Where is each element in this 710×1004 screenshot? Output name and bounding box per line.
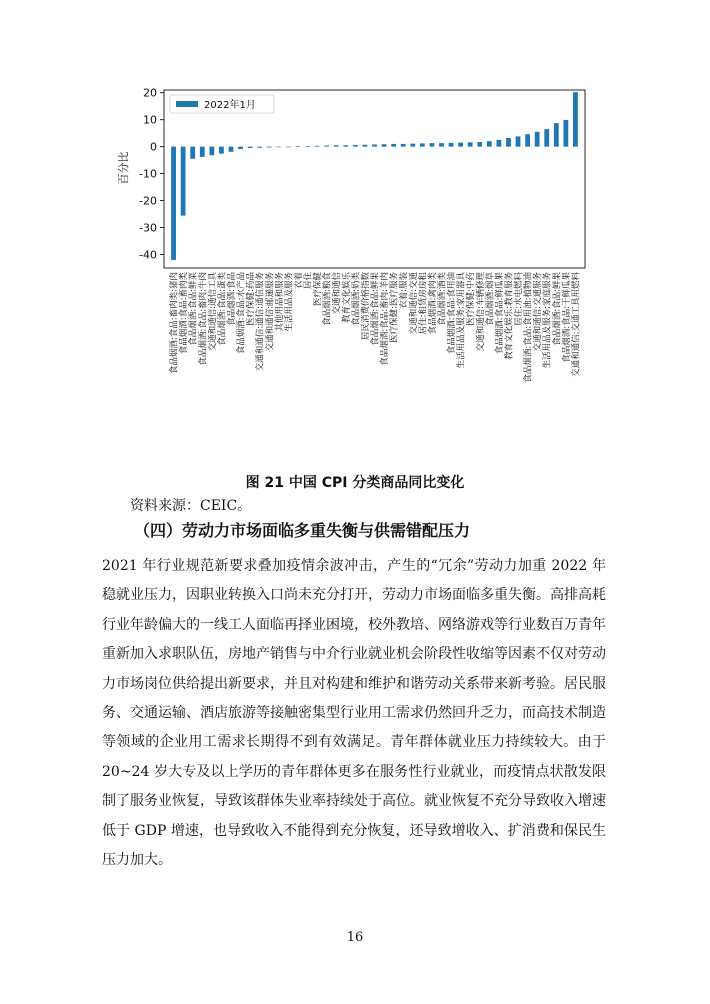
y-tick-label: 10 <box>143 113 157 127</box>
bar <box>372 144 377 146</box>
x-tick-label: 食品烟酒:食品:畜肉:牛肉 <box>198 272 209 366</box>
bars-group <box>171 92 578 260</box>
x-tick-label: 交通和通信:通信:通信服务 <box>255 272 266 372</box>
x-tick-label: 食品烟酒:烟草 <box>485 272 496 326</box>
y-tick-label: -10 <box>139 167 157 181</box>
section-heading: （四）劳动力市场面临多重失衡与供需错配压力 <box>134 521 471 540</box>
y-tick-label: -20 <box>139 194 157 208</box>
x-tick-label: 食品烟酒:酒类 <box>437 272 448 326</box>
plot-frame <box>164 90 585 268</box>
x-tick-label: 生活用品及服务 <box>284 272 295 332</box>
x-tick-label: 交通和通信:车辆修理 <box>475 272 486 352</box>
x-tick-label: 医疗保健 <box>313 272 324 307</box>
x-tick-label: 食品烟酒:食品:畜肉类:猪肉 <box>169 272 180 375</box>
page-number: 16 <box>346 930 364 945</box>
bar <box>171 147 176 260</box>
bar <box>200 147 205 157</box>
y-tick-label: 20 <box>143 86 157 100</box>
x-tick-label: 食品烟酒:食品:鲜菜 <box>188 272 199 346</box>
x-tick-label: 食品烟酒:食品:鲜瓜果 <box>494 272 505 355</box>
bar <box>554 123 559 146</box>
figure-source: 资料来源：CEIC。 <box>130 498 252 514</box>
bar <box>257 147 262 148</box>
bar <box>487 141 492 146</box>
x-tick-label: 食品烟酒:食品:食用油:植物油 <box>523 272 534 383</box>
x-tick-label: 医疗保健:医疗服务 <box>389 272 400 343</box>
bar <box>563 120 568 147</box>
bar <box>286 147 291 148</box>
bar <box>363 145 368 147</box>
bar <box>324 146 329 147</box>
x-tick-label: 食品烟酒:食品:畜肉:羊肉 <box>380 272 391 366</box>
bar <box>219 147 224 154</box>
x-tick-label: 交通和通信:通信工具 <box>207 272 218 352</box>
x-tick-label: 居住:水电燃料 <box>514 272 525 326</box>
bar <box>305 146 310 147</box>
x-tick-label: 食品烟酒:食品:蛋类 <box>217 272 228 346</box>
x-tick-label: 其他用品和服务 <box>274 272 285 332</box>
bar <box>468 142 473 146</box>
legend-swatch <box>176 101 198 107</box>
bar <box>477 142 482 147</box>
bar <box>401 144 406 147</box>
bar <box>535 132 540 147</box>
x-tick-label: 食品烟酒:食品:鲜果 <box>370 272 381 346</box>
bar <box>516 136 521 146</box>
bar <box>506 138 511 147</box>
bar <box>238 147 243 149</box>
x-tick-label: 食品烟酒:食品:干鲜瓜果 <box>561 272 572 363</box>
bar <box>430 143 435 147</box>
bar <box>229 147 234 152</box>
y-tick-label: -40 <box>139 248 157 262</box>
body-paragraph: 2021 年行业规范新要求叠加疫情余波冲击，产生的“冗余”劳动力加重 2022 年稳就业压力，因职业转换入口尚未充分打开，劳动力市场面临多重失衡。高排高耗行业年龄偏大的一线工人面临再择业困境，校外教培、网络游戏等行业数百万青年重新加入求职队伍，房地产销售与中介行业就业机会阶段性收缩等因素不仅对劳动力市场岗位供给提出新要求，并且对构建和维护和谐劳动关系带来新考验。居民服务、交通运输、酒店旅游等接触密集型行业用工需求仍然回升乏力，而高技术制造等领域的企业用工需求长期得不到有效满足。青年群体就业压力持续较大。由于 20~24 岁大专及以上学历的青年群体更多在服务性行业就业，而疫情点状散发限制了服务业恢复，导致该群体失业率持续处于高位。就业恢复不充分导致收入增速低于 GDP 增速，也导致收入不能得到充分恢复，还导致增收入、扩消费和保民生压力加大。 <box>102 558 606 869</box>
x-tick-label: 居民消费价格指数 <box>360 272 371 341</box>
x-tick-label: 医疗保健:药品 <box>246 272 257 326</box>
bar <box>276 147 281 148</box>
bar <box>353 145 358 147</box>
x-tick-label: 食品烟酒:粮食 <box>322 272 333 326</box>
bar <box>181 147 186 216</box>
x-tick-label: 教育文化娱乐:教育服务 <box>504 272 515 360</box>
bar <box>267 147 272 148</box>
bar <box>248 147 253 148</box>
bar <box>420 143 425 146</box>
bar <box>573 92 578 146</box>
x-tick-label: 食品烟酒:禽肉类 <box>427 272 438 335</box>
legend-label: 2022年1月 <box>204 100 256 111</box>
x-tick-label: 生活用品及服务:家用器具 <box>456 272 467 369</box>
bar <box>190 147 195 159</box>
x-tick-label: 居住:租赁房房租 <box>418 272 429 335</box>
y-tick-label: 0 <box>150 140 157 154</box>
x-tick-label: 食品烟酒:奶类 <box>351 272 362 326</box>
x-tick-label: 生活用品及服务:家庭服务 <box>542 272 553 369</box>
x-tick-label: 食品烟酒:食品:鲜果 <box>552 271 563 346</box>
x-tick-label: 食品烟酒:食品:水产品 <box>236 272 247 355</box>
legend <box>170 95 274 113</box>
x-tick-label: 衣着:服装 <box>399 272 410 309</box>
bar <box>449 143 454 147</box>
bar <box>439 143 444 147</box>
x-tick-label: 交通和通信:邮递服务 <box>265 272 276 352</box>
cpi-bar-chart <box>112 80 602 470</box>
x-tick-label: 食品烟酒:食品 <box>226 272 237 326</box>
x-tick-label: 教育文化娱乐 <box>341 272 352 324</box>
bar <box>382 144 387 146</box>
y-tick-label: -30 <box>139 221 157 235</box>
x-tick-label: 食品烟酒:食品:食用油 <box>447 272 458 355</box>
x-tick-label: 交通和通信:交通服务 <box>533 272 544 352</box>
bar <box>544 129 549 147</box>
bar <box>343 145 348 146</box>
x-axis-tick-labels <box>169 272 582 383</box>
bar <box>334 145 339 146</box>
bar <box>296 146 301 147</box>
x-tick-label: 食品烟酒:食品:畜肉类 <box>179 272 190 355</box>
x-tick-label: 交通和通信 <box>332 272 343 315</box>
y-axis-ticks <box>139 87 164 262</box>
bar <box>315 146 320 147</box>
x-tick-label: 交通和通信:交通工具用燃料 <box>571 272 582 377</box>
bar <box>496 140 501 147</box>
y-axis-label: 百分比 <box>117 151 130 185</box>
bar <box>525 134 530 146</box>
x-tick-label: 居住 <box>303 272 314 290</box>
bar <box>391 144 396 147</box>
x-tick-label: 医疗保健:中药 <box>466 272 477 326</box>
x-tick-label: 交通和通信:交通 <box>408 272 419 335</box>
bar <box>410 144 415 147</box>
bar <box>209 147 214 156</box>
bar <box>458 143 463 147</box>
x-tick-label: 衣着 <box>293 272 304 290</box>
figure-caption: 图 21 中国 CPI 分类商品同比变化 <box>245 475 465 491</box>
